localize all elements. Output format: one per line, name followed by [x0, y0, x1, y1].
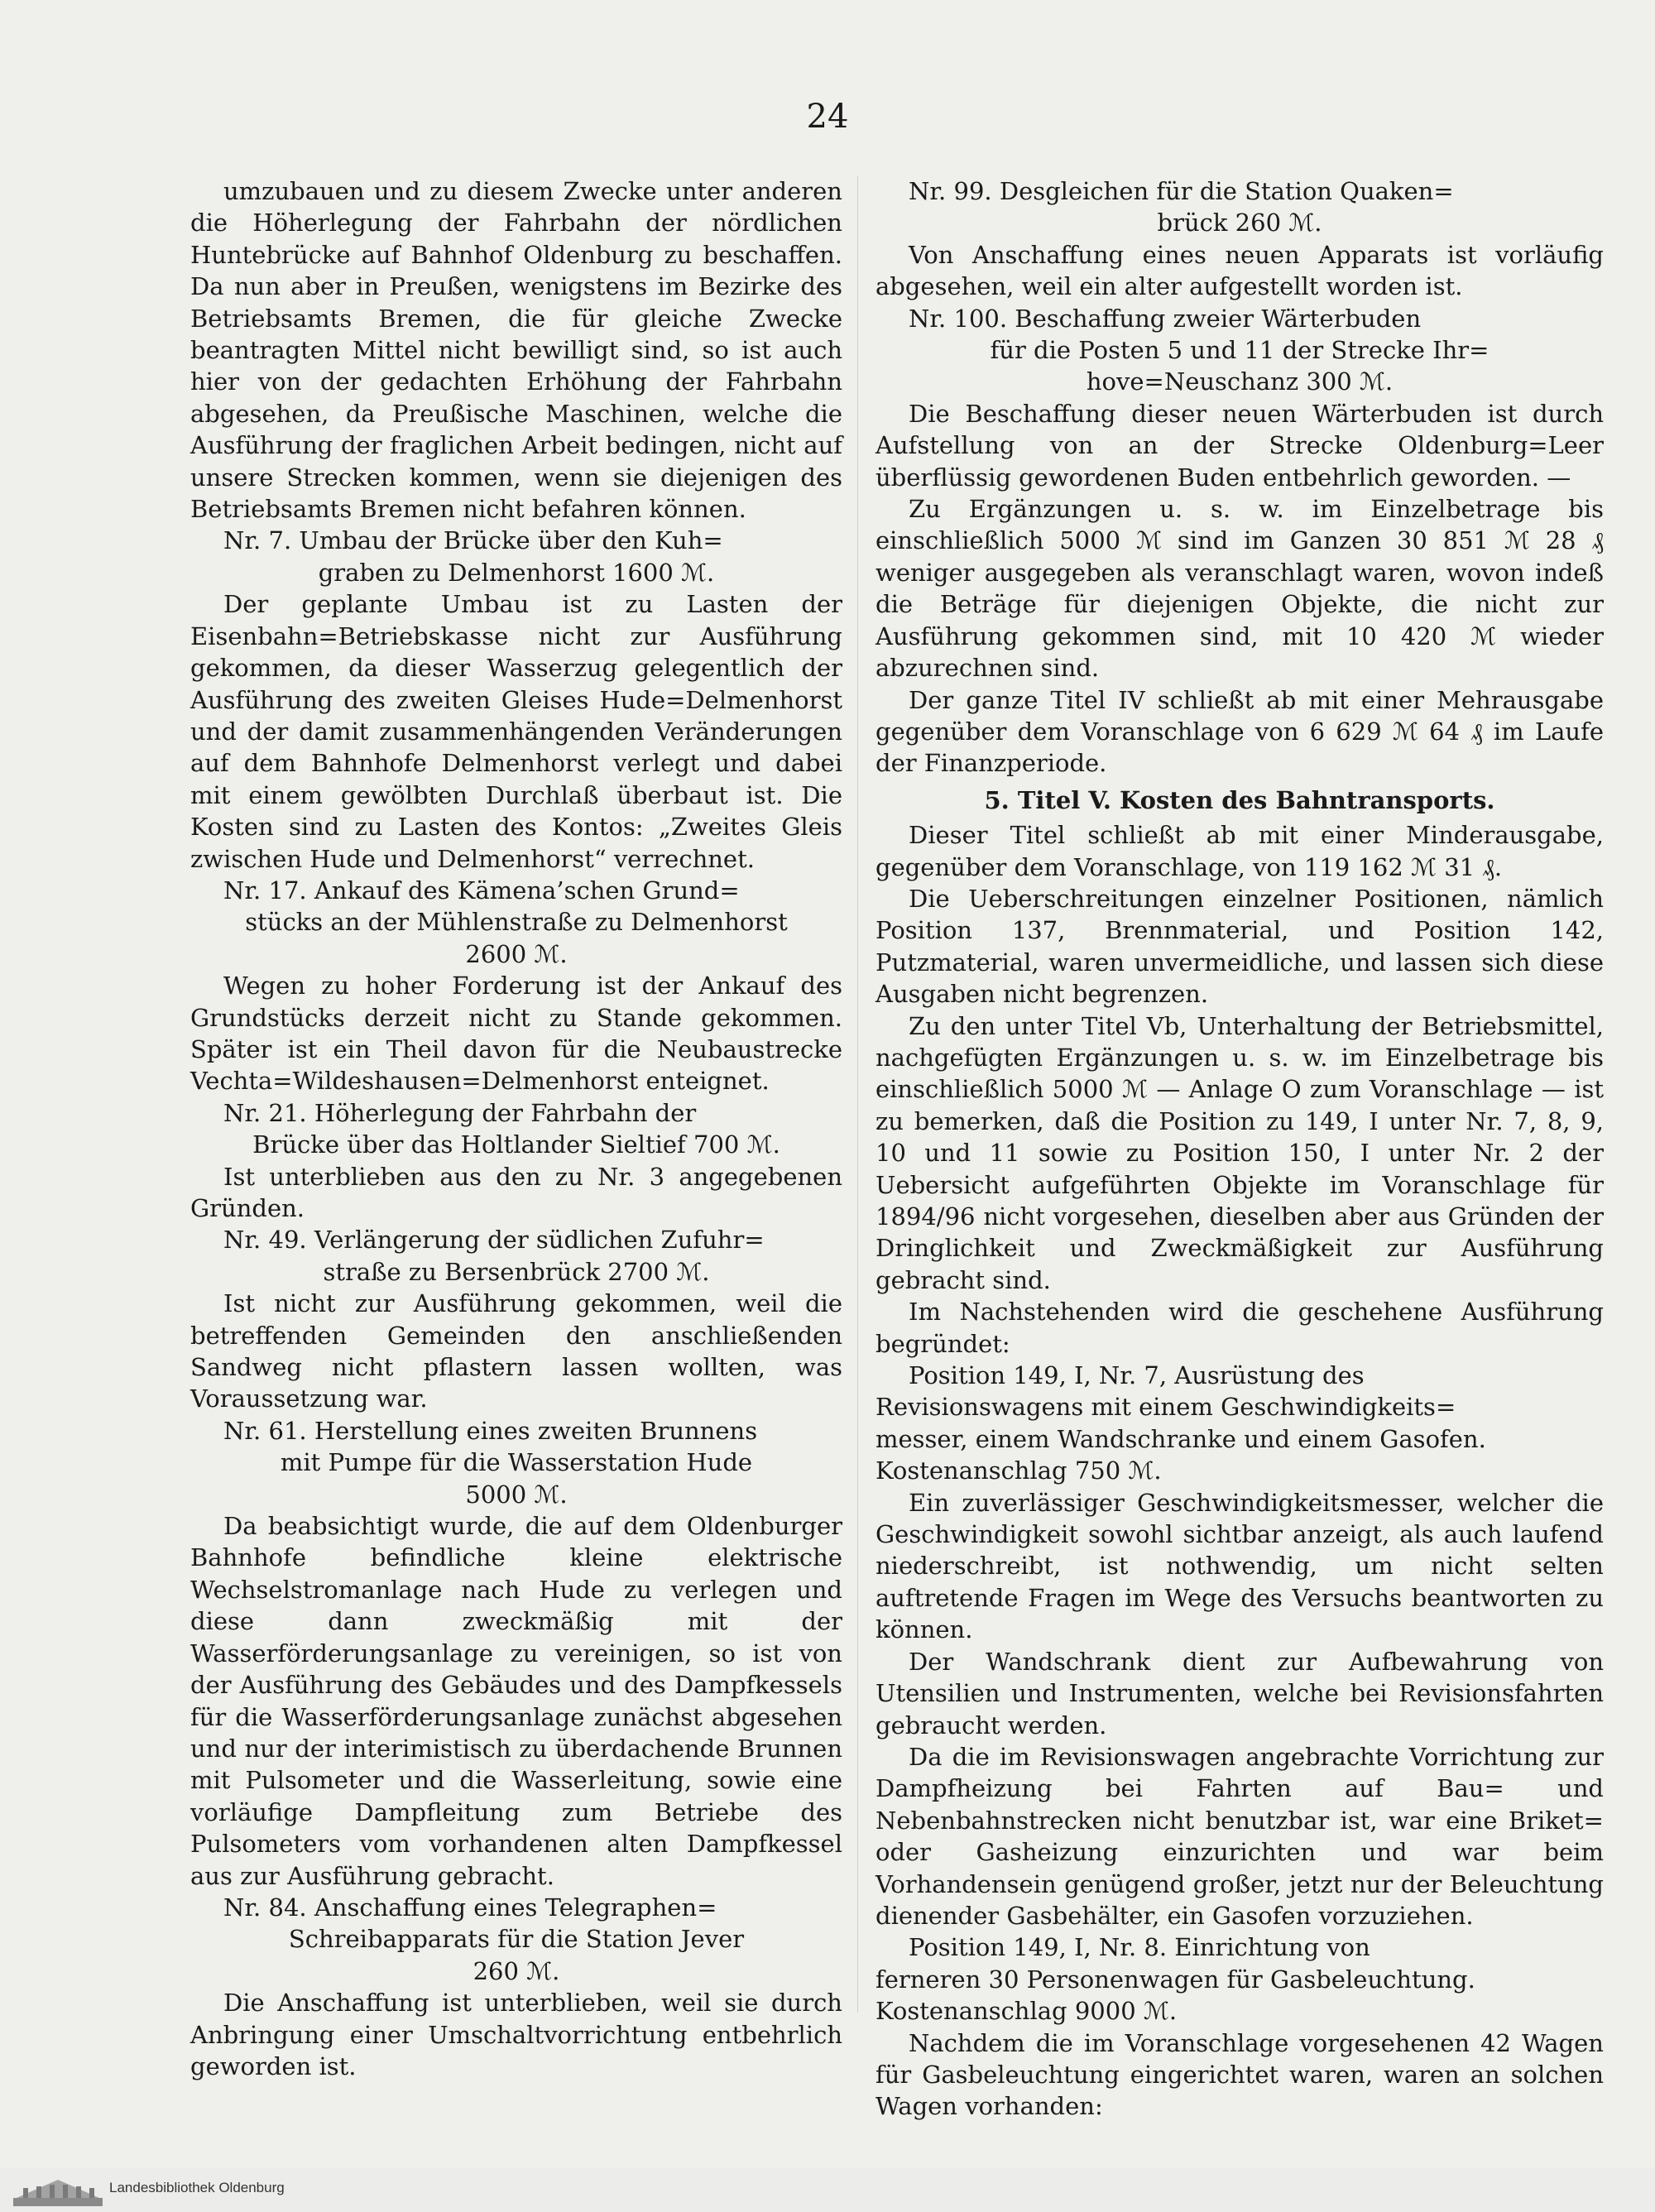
heading-line: 5000 ℳ.: [465, 1480, 568, 1509]
heading-line: straße zu Bersenbrück 2700 ℳ.: [323, 1257, 710, 1286]
library-building-icon: [12, 2173, 104, 2208]
heading-line: graben zu Delmenhorst 1600 ℳ.: [318, 558, 715, 587]
paragraph: Dieser Titel schließt ab mit einer Minderausgabe, gegenüber dem Voranschlage, von 119 162 ℳ 31 ₰.: [875, 821, 1604, 881]
page-number: 24: [806, 98, 849, 136]
section-title: 5. Titel V. Kosten des Bahntransports.: [984, 785, 1495, 814]
heading-line: Nr. 49. Verlängerung der südlichen Zufuhr=: [223, 1226, 765, 1255]
paragraph: Zu den unter Titel Vb, Unterhaltung der Betriebsmittel, nachgefügten Ergänzungen u. s. w. im Einzelbetrage bis einschließlich 5000 ℳ — Anlage O zum Voranschlage — ist zu bemerken, daß die Position zu 149, I unter Nr. 7, 8, 9, 10 und 11 sowie zu Position 150, I unter Nr. 2 der Uebersicht aufgeführten Objekte im Voranschlage für 1894/96 nicht vorgesehen, dieselben aber aus Gründen der Dringlichkeit und Zweckmäßigkeit zur Ausführung gebracht sind.: [875, 1011, 1604, 1294]
paragraph: Ist unterblieben aus den zu Nr. 3 angegebenen Gründen.: [190, 1162, 842, 1222]
heading-line: 260 ℳ.: [473, 1956, 560, 1985]
heading-line: für die Posten 5 und 11 der Strecke Ihr=: [990, 336, 1490, 365]
paragraph: Die Beschaffung dieser neuen Wärterbuden ist durch Aufstellung von an der Strecke Oldenburg=Leer überflüssig gewordenen Buden entbehrlich geworden. —: [875, 399, 1604, 492]
paragraph: Zu Ergänzungen u. s. w. im Einzelbetrage bis einschließlich 5000 ℳ sind im Ganzen 30 851 ℳ 28 ₰ weniger ausgegeben als veranschlagt waren, wovon indeß die Beträge für diejenigen Objekte, die nicht zur Ausführung gekommen sind, mit 10 420 ℳ wieder abzurechnen sind.: [875, 495, 1604, 683]
heading-line: Nr. 21. Höherlegung der Fahrbahn der: [223, 1098, 697, 1127]
paragraph: Da die im Revisionswagen angebrachte Vorrichtung zur Dampfheizung bei Fahrten auf Bau= und Nebenbahnstrecken nicht benutzbar ist, war eine Briket= oder Gasheizung einzurichten und war beim Vorhandensein genügend großer, jetzt nur der Beleuchtung dienender Gasbehälter, ein Gasofen vorzuziehen.: [875, 1742, 1604, 1930]
heading-line: Nr. 100. Beschaffung zweier Wärterbuden: [909, 304, 1422, 333]
footer-bar: [0, 2168, 1655, 2212]
heading-line: Nr. 99. Desgleichen für die Station Quaken=: [909, 177, 1454, 205]
section-heading: [190, 525, 842, 556]
heading-line: stücks an der Mühlenstraße zu Delmenhorst: [245, 908, 788, 937]
paragraph: Da beabsichtigt wurde, die auf dem Oldenburger Bahnhofe befindliche kleine elektrische Wechselstromanlage nach Hude zu verlegen und diese dann zweckmäßig mit der Wasserförderungsanlage zu vereinigen, so ist von der Ausführung des Gebäudes und des Dampfkessels für die Wasserförderungsanlage zunächst abgesehen und nur der interimistisch zu überdachende Brunnen mit Pulsometer und die Wasserleitung, sowie eine vorläufige Dampfleitung zum Betriebe des Pulsometers vom vorhandenen alten Dampfkessel aus zur Ausführung gebracht.: [190, 1512, 842, 1890]
paragraph: Ein zuverlässiger Geschwindigkeitsmesser, welcher die Geschwindigkeit sowohl sichtbar anzeigt, als auch laufend niederschreibt, ist nothwendig, um nicht selten auftretende Fragen im Wege des Versuchs beantworten zu können.: [875, 1488, 1604, 1644]
heading-line: 2600 ℳ.: [465, 939, 568, 968]
heading-line: ferneren 30 Personenwagen für Gasbeleuchtung.: [875, 1965, 1475, 1994]
heading-line: Kostenanschlag 750 ℳ.: [875, 1456, 1162, 1485]
heading-line: Brücke über das Holtlander Sieltief 700 ℳ.: [252, 1130, 780, 1159]
heading-line: mit Pumpe für die Wasserstation Hude: [280, 1448, 753, 1477]
paragraph: Im Nachstehenden wird die geschehene Ausführung begründet:: [875, 1298, 1604, 1358]
heading-line: brück 260 ℳ.: [1157, 209, 1322, 238]
heading-line: hove=Neuschanz 300 ℳ.: [1086, 367, 1394, 396]
paragraph: Die Anschaffung ist unterblieben, weil sie durch Anbringung einer Umschaltvorrichtung entbehrlich geworden ist.: [190, 1989, 842, 2080]
heading-line: Nr. 61. Herstellung eines zweiten Brunnens: [223, 1416, 758, 1445]
paragraph: Nachdem die im Voranschlage vorgesehenen 42 Wagen für Gasbeleuchtung eingerichtet waren, waren an solchen Wagen vorhanden:: [875, 2028, 1604, 2121]
heading-line: Kostenanschlag 9000 ℳ.: [875, 1997, 1178, 2026]
paragraph: Der Wandschrank dient zur Aufbewahrung von Utensilien und Instrumenten, welche bei Revisionsfahrten gebraucht werden.: [875, 1647, 1604, 1739]
paragraph: Von Anschaffung eines neuen Apparats ist vorläufig abgesehen, weil ein alter aufgestellt worden ist.: [875, 240, 1604, 301]
heading-line: Position 149, I, Nr. 8. Einrichtung von: [909, 1933, 1370, 1962]
heading-line: Revisionswagens mit einem Geschwindigkeits=: [875, 1393, 1456, 1422]
heading-line: Position 149, I, Nr. 7, Ausrüstung des: [909, 1361, 1365, 1390]
heading-line: Nr. 7. Umbau der Brücke über den Kuh=: [223, 526, 723, 555]
column-divider: [857, 175, 858, 2013]
right-column: [875, 175, 1604, 2123]
heading-line: Schreibapparats für die Station Jever: [288, 1925, 745, 1954]
paragraph: Der ganze Titel IV schließt ab mit einer Mehrausgabe gegenüber dem Voranschlage von 6 629 ℳ 64 ₰ im Laufe der Finanzperiode.: [875, 685, 1604, 778]
library-name: Landesbibliothek Oldenburg: [109, 2180, 285, 2195]
paragraph: Die Ueberschreitungen einzelner Positionen, nämlich Position 137, Brennmaterial, und Position 142, Putzmaterial, waren unvermeidliche, und lassen sich diese Ausgaben nicht begrenzen.: [875, 884, 1604, 1009]
heading-line: Nr. 17. Ankauf des Kämena’schen Grund=: [223, 876, 740, 904]
heading-line: Nr. 84. Anschaffung eines Telegraphen=: [223, 1893, 717, 1922]
paragraph: Wegen zu hoher Forderung ist der Ankauf des Grundstücks derzeit nicht zu Stande gekommen. Später ist ein Theil davon für die Neubaustrecke Vechta=Wildeshausen=Delmenhorst enteignet.: [190, 972, 842, 1096]
heading-line: messer, einem Wandschranke und einem Gasofen.: [875, 1424, 1486, 1453]
left-column: [190, 175, 842, 2082]
paragraph: Der geplante Umbau ist zu Lasten der Eisenbahn=Betriebskasse nicht zur Ausführung gekommen, da dieser Wasserzug gelegentlich der Ausführung des zweiten Gleises Hude=Delmenhorst und der damit zusammenhängenden Veränderungen auf dem Bahnhofe Delmenhorst verlegt und dabei mit einem gewölbten Durchlaß überbaut ist. Die Kosten sind zu Lasten des Kontos: „Zweites Gleis zwischen Hude und Delmenhorst“ verrechnet.: [190, 590, 842, 873]
paragraph: Ist nicht zur Ausführung gekommen, weil die betreffenden Gemeinden den anschließenden Sandweg nicht pflastern lassen wollten, was Voraussetzung war.: [190, 1289, 842, 1413]
paragraph: umzubauen und zu diesem Zwecke unter anderen die Höherlegung der Fahrbahn der nördlichen Huntebrücke auf Bahnhof Oldenburg zu beschaffen. Da nun aber in Preußen, wenigstens im Bezirke des Betriebsamts Bremen, die für gleiche Zwecke beantragten Mittel nicht bewilligt sind, so ist auch hier von der gedachten Erhöhung der Fahrbahn abgesehen, da Preußische Maschinen, welche die Ausführung der fraglichen Arbeit bedingen, nicht auf unsere Strecken kommen, wenn sie diejenigen des Betriebsamts Bremen nicht befahren können.: [190, 177, 842, 524]
